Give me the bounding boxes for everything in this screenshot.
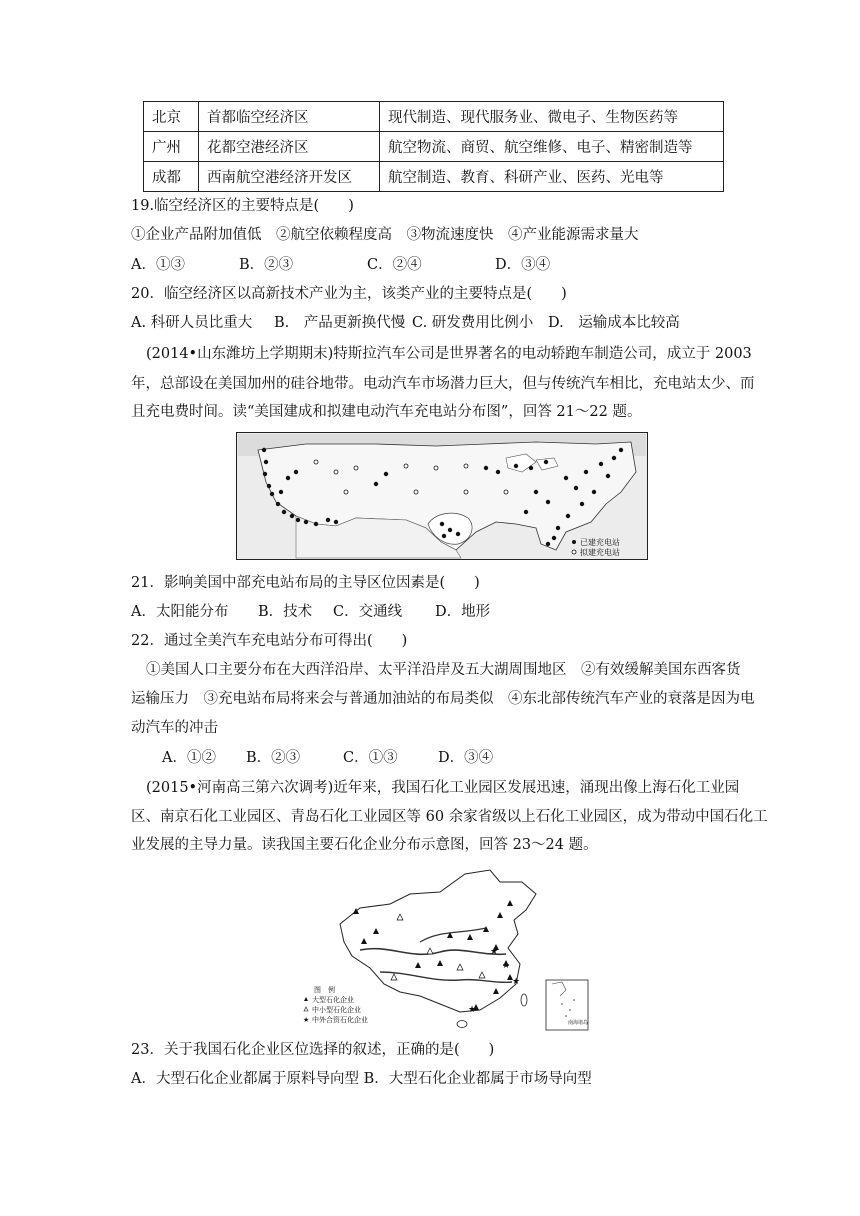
q23-stem: 23．关于我国石化企业区位选择的叙述，正确的是( ) bbox=[131, 1042, 495, 1058]
passage1-line3: 且充电费时间。读“美国建成和拟建电动汽车充电站分布图”，回答 21～22 题。 bbox=[131, 404, 642, 420]
q22-line3: 动汽车的冲击 bbox=[131, 720, 218, 736]
table-cell-city: 广州 bbox=[144, 132, 199, 162]
option-c[interactable]: C．①③ bbox=[343, 750, 398, 766]
option-c[interactable]: C. 研发费用比例小 bbox=[412, 315, 534, 331]
option-b[interactable]: B. 产品更新换代慢 bbox=[274, 315, 406, 331]
option-b[interactable]: B．技术 bbox=[258, 604, 313, 620]
legend-title: 图 例 bbox=[314, 986, 335, 994]
q22-stem: 22．通过全美汽车充电站分布可得出( ) bbox=[131, 633, 408, 649]
inset-label: 南海诸岛 bbox=[568, 1020, 589, 1026]
legend-large: 大型石化企业 bbox=[312, 996, 354, 1004]
option-c[interactable]: C．交通线 bbox=[333, 604, 403, 620]
option-c[interactable]: C．②④ bbox=[367, 257, 422, 273]
option-d[interactable]: D．地形 bbox=[435, 604, 491, 620]
q22-line2: 运输压力 ③充电站布局将来会与普通加油站的布局类似 ④东北部传统汽车产业的衰落是因为电 bbox=[131, 691, 755, 707]
table-cell-city: 成都 bbox=[144, 162, 199, 192]
table-row bbox=[144, 102, 724, 132]
airport-zone-table bbox=[143, 101, 724, 192]
q22-options bbox=[162, 749, 493, 767]
option-a[interactable]: A．①② bbox=[162, 750, 216, 766]
svg-text:★: ★ bbox=[303, 1016, 310, 1024]
legend-small: 中小型石化企业 bbox=[312, 1006, 361, 1014]
table-row bbox=[144, 162, 724, 192]
q22-line1: ①美国人口主要分布在大西洋沿岸、太平洋沿岸及五大湖周围地区 ②有效缓解美国东西客货 bbox=[146, 662, 741, 678]
q19-options bbox=[131, 256, 550, 274]
us-charging-station-map bbox=[236, 432, 648, 560]
q20-stem: 20．临空经济区以高新技术产业为主，该类产业的主要特点是( ) bbox=[131, 286, 567, 302]
china-map-graphic bbox=[300, 864, 590, 1032]
table-cell-industries: 航空物流、商贸、航空维修、电子、精密制造等 bbox=[380, 132, 724, 162]
svg-text:★: ★ bbox=[490, 947, 499, 957]
legend-joint-venture: 中外合资石化企业 bbox=[312, 1016, 368, 1024]
option-d[interactable]: D. 运输成本比较高 bbox=[548, 315, 680, 331]
q20-options bbox=[131, 314, 680, 332]
option-b[interactable]: B．②③ bbox=[246, 750, 301, 766]
option-d[interactable]: D．③④ bbox=[495, 257, 551, 273]
option-b[interactable]: B．②③ bbox=[239, 257, 294, 273]
china-petrochemical-map bbox=[300, 864, 590, 1032]
option-a[interactable]: A. 科研人员比重大 bbox=[131, 315, 253, 331]
option-a[interactable]: A．太阳能分布 bbox=[131, 604, 229, 620]
q21-options bbox=[131, 603, 490, 621]
table-row bbox=[144, 132, 724, 162]
svg-text:★: ★ bbox=[512, 977, 521, 987]
table-cell-industries: 现代制造、现代服务业、微电子、生物医药等 bbox=[380, 102, 724, 132]
table-cell-industries: 航空制造、教育、科研产业、医药、光电等 bbox=[380, 162, 724, 192]
svg-text:★: ★ bbox=[468, 1005, 477, 1015]
option-a[interactable]: A．①③ bbox=[131, 257, 185, 273]
q23-line1[interactable]: A．大型石化企业都属于原料导向型 B．大型石化企业都属于市场导向型 bbox=[131, 1071, 592, 1087]
table-cell-zone: 花都空港经济区 bbox=[199, 132, 380, 162]
q19-statements: ①企业产品附加值低 ②航空依赖程度高 ③物流速度快 ④产业能源需求量大 bbox=[131, 227, 639, 243]
q19-stem: 19.临空经济区的主要特点是( ) bbox=[131, 198, 354, 214]
svg-text:★: ★ bbox=[502, 961, 511, 971]
passage2-line2: 区、南京石化工业园区、青岛石化工业园区等 60 余家省级以上石化工业园区，成为带动中国石化工 bbox=[131, 809, 768, 825]
table-cell-zone: 西南航空港经济开发区 bbox=[199, 162, 380, 192]
passage1-line1: (2014•山东潍坊上学期期末)特斯拉汽车公司是世界著名的电动轿跑车制造公司，成立于 2003 bbox=[146, 346, 752, 362]
passage2-line1: (2015•河南高三第六次调考)近年来，我国石化工业园区发展迅速，涌现出像上海石化工业园 bbox=[146, 780, 740, 796]
legend-built: 已建充电站 bbox=[580, 538, 620, 547]
q21-stem: 21．影响美国中部充电站布局的主导区位因素是( ) bbox=[131, 575, 480, 591]
passage1-line2: 年，总部设在美国加州的硅谷地带。电动汽车市场潜力巨大，但与传统汽车相比，充电站太少、而 bbox=[131, 376, 755, 392]
us-map-graphic bbox=[236, 432, 648, 560]
table-cell-city: 北京 bbox=[144, 102, 199, 132]
table-cell-zone: 首都临空经济区 bbox=[199, 102, 380, 132]
legend-planned: 拟建充电站 bbox=[580, 548, 620, 557]
passage2-line3: 业发展的主导力量。读我国主要石化企业分布示意图，回答 23～24 题。 bbox=[131, 837, 598, 853]
option-d[interactable]: D．③④ bbox=[438, 750, 494, 766]
